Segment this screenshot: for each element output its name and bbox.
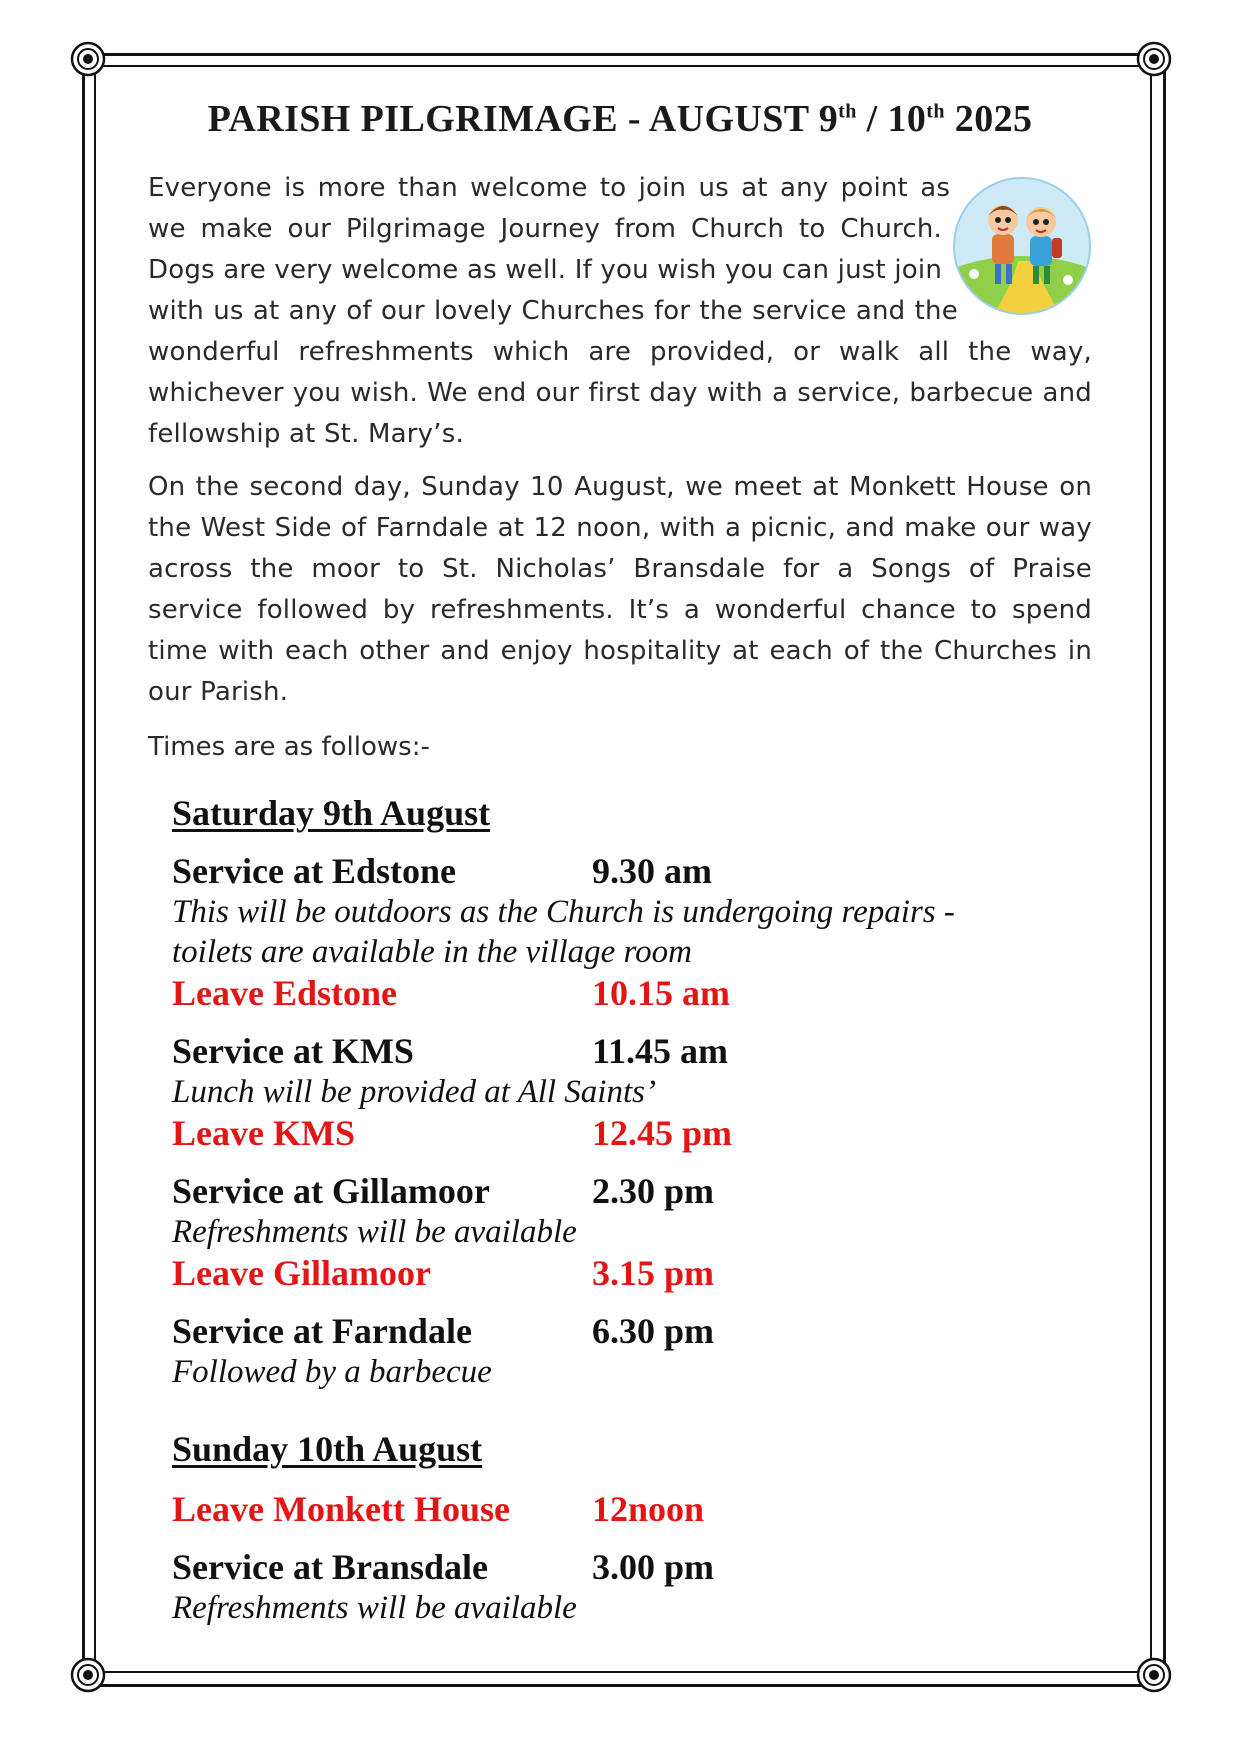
corner-ornament-icon xyxy=(70,41,106,77)
schedule-item-bransdale xyxy=(172,1546,1092,1628)
times-intro: Times are as follows:- xyxy=(148,732,430,762)
service-note: Lunch will be provided at All Saints’ xyxy=(172,1074,656,1110)
leave-time: 3.15 pm xyxy=(592,1253,715,1293)
intro-section xyxy=(148,168,1092,768)
service-note: Refreshments will be available xyxy=(172,1214,577,1250)
service-time: 3.00 pm xyxy=(592,1547,715,1587)
service-row xyxy=(172,1546,1092,1588)
service-row xyxy=(172,850,1092,892)
corner-ornament-icon xyxy=(1136,41,1172,77)
corner-ornament-icon xyxy=(1136,1657,1172,1693)
corner-ornament-icon xyxy=(70,1657,106,1693)
schedule-item-farndale xyxy=(172,1310,1092,1392)
service-place: Service at Edstone xyxy=(172,851,456,891)
leave-row xyxy=(172,972,1092,1014)
service-note: Refreshments will be available xyxy=(172,1590,577,1626)
service-place: Service at Gillamoor xyxy=(172,1171,490,1211)
service-row xyxy=(172,1170,1092,1212)
schedule-item-gillamoor xyxy=(172,1170,1092,1294)
second-day-paragraph: On the second day, Sunday 10 August, we meet at Monkett House on the West Side of Farndale at 12 noon, with a picnic, and make our way across the moor to St. Nicholas’ Bransdale for a Songs of Praise service followed by refreshments. It’s a wonderful chance to spend time with each other and enjoy hospitality at each of the Churches in our Parish. xyxy=(148,472,1092,707)
leave-place: Leave Edstone xyxy=(172,973,397,1013)
page-title: PARISH PILGRIMAGE - AUGUST 9th / 10th 2025 xyxy=(207,98,1033,140)
service-time: 6.30 pm xyxy=(592,1311,715,1351)
leave-row xyxy=(172,1112,1092,1154)
leave-time: 12.45 pm xyxy=(592,1113,733,1153)
intro-paragraph: Everyone is more than welcome to join us at any point as we make our Pilgrimage Journey from Church to Church. Dogs are very welcome as well. If you wish you can just join with us at any of our lovely Churches for the service and the wonderful refreshments which are provided, or walk all the way, whichever you wish. We end our first day with a service, barbecue and fellowship at St. Mary’s. xyxy=(148,173,1092,449)
service-note: toilets are available in the village room xyxy=(172,934,692,970)
pilgrim-children-walking-icon xyxy=(952,176,1092,316)
leave-row xyxy=(172,1252,1092,1294)
leave-place: Leave Gillamoor xyxy=(172,1253,431,1293)
service-note: Followed by a barbecue xyxy=(172,1354,492,1390)
schedule-item-edstone xyxy=(172,850,1092,1014)
leave-place: Leave Monkett House xyxy=(172,1489,510,1529)
leave-time: 10.15 am xyxy=(592,973,730,1013)
leave-time: 12noon xyxy=(592,1489,705,1529)
day-heading-saturday: Saturday 9th August xyxy=(172,793,491,833)
leave-place: Leave KMS xyxy=(172,1113,355,1153)
service-note: This will be outdoors as the Church is undergoing repairs - xyxy=(172,894,955,930)
day-heading-sunday: Sunday 10th August xyxy=(172,1429,483,1469)
service-time: 2.30 pm xyxy=(592,1171,715,1211)
schedule-item-monkett-house xyxy=(172,1488,1092,1530)
service-row xyxy=(172,1310,1092,1352)
service-place: Service at Bransdale xyxy=(172,1547,488,1587)
service-place: Service at Farndale xyxy=(172,1311,472,1351)
schedule-item-kms xyxy=(172,1030,1092,1154)
service-time: 9.30 am xyxy=(592,851,712,891)
page-content xyxy=(148,92,1092,1644)
schedule xyxy=(172,790,1092,1628)
service-row xyxy=(172,1030,1092,1072)
service-place: Service at KMS xyxy=(172,1031,414,1071)
leave-row xyxy=(172,1488,1092,1530)
service-time: 11.45 am xyxy=(592,1031,729,1071)
